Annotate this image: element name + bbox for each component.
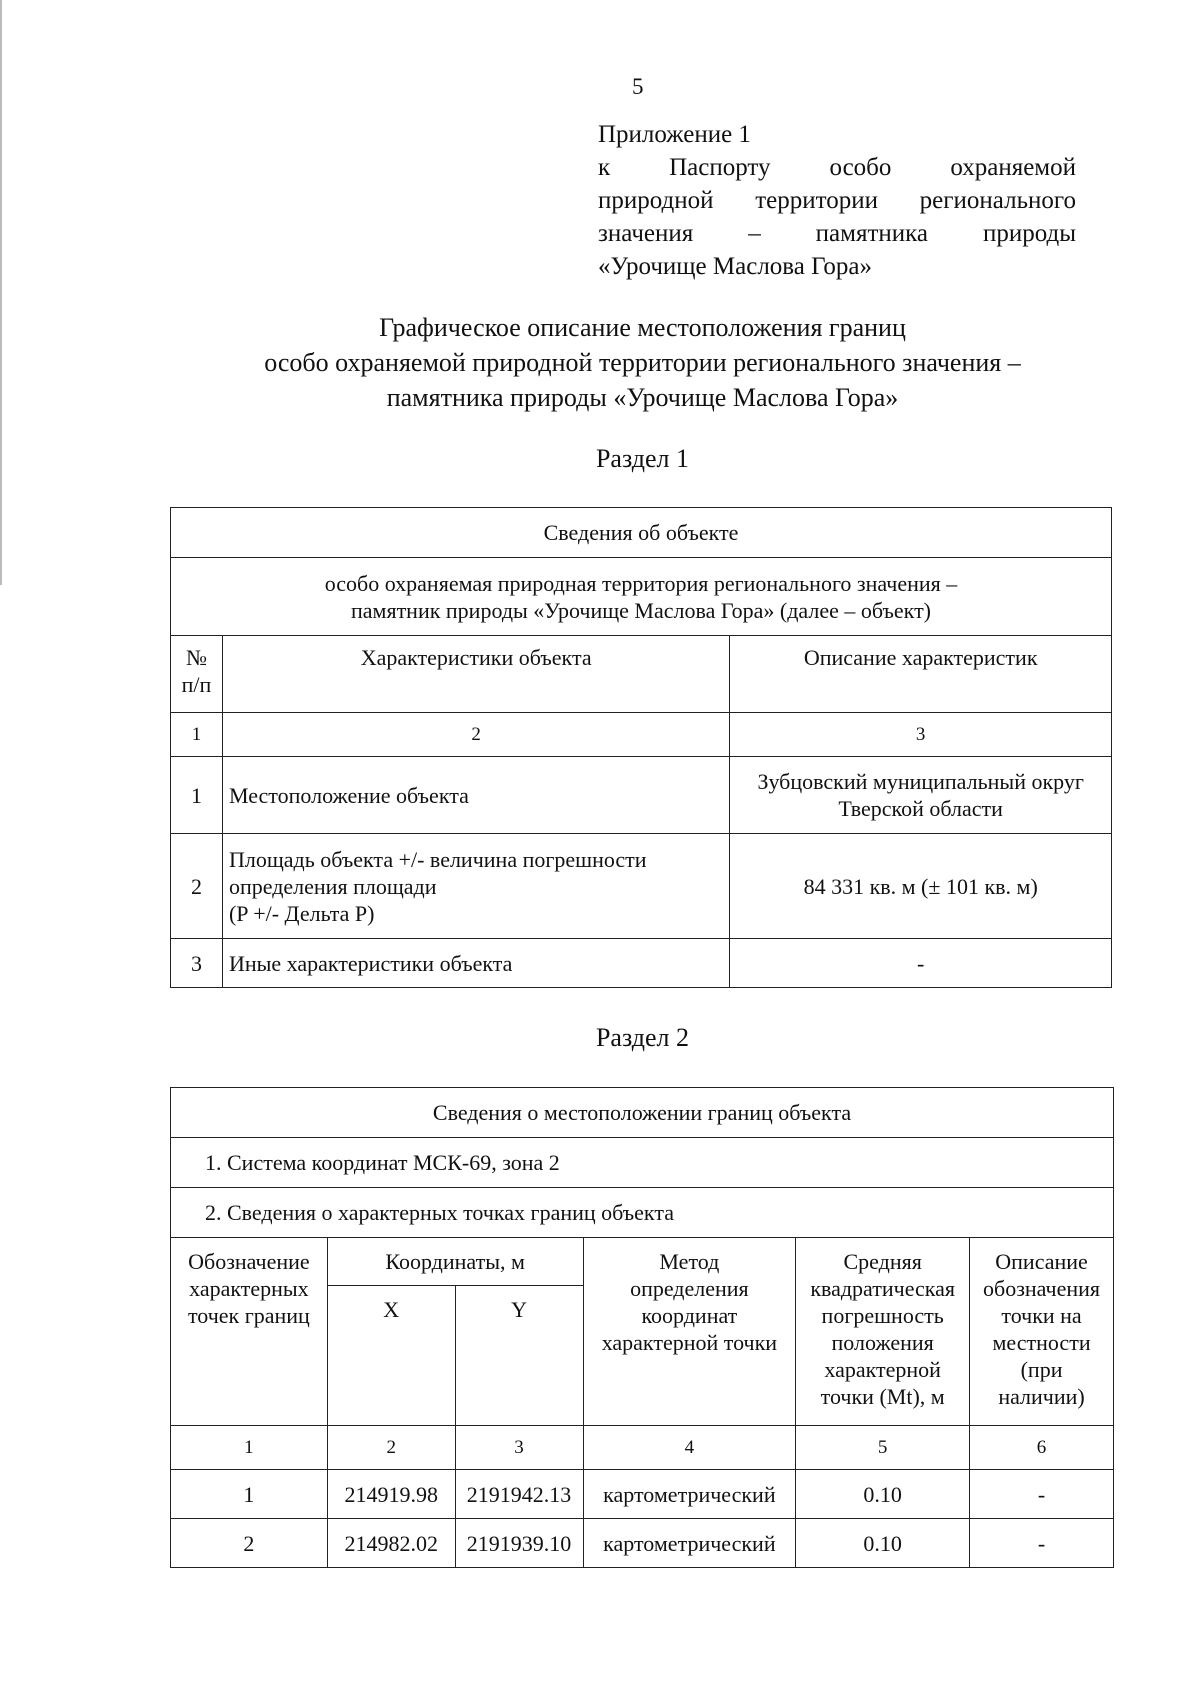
appendix-line: к Паспорту особо охраняемой [598, 154, 1076, 181]
section1-heading: Раздел 1 [595, 444, 690, 473]
row-num: 3 [171, 939, 223, 988]
cell-error: 0.10 [796, 1470, 970, 1519]
hdr-line: местности [992, 1330, 1091, 1355]
hdr-line: (при [1020, 1357, 1063, 1382]
hdr-line: определения [630, 1276, 749, 1301]
row-characteristic [222, 834, 729, 939]
row-description: 84 331 кв. м (± 101 кв. м) [730, 834, 1112, 939]
hdr-line: точки на [1001, 1303, 1082, 1328]
row-num: 1 [171, 757, 223, 834]
header-x: X [327, 1286, 455, 1426]
row-characteristic: Иные характеристики объекта [222, 939, 729, 988]
col-number: 2 [222, 713, 729, 757]
header-designation [171, 1238, 328, 1426]
object-line: памятник природы «Урочище Маслова Гора» (далее – объект) [350, 597, 932, 623]
hdr-line: характерных [189, 1276, 309, 1301]
title-line: памятника природы «Урочище Маслова Гора» [386, 383, 899, 412]
table-title: Сведения об объекте [171, 508, 1112, 558]
page-number: 5 [632, 74, 644, 99]
hdr-line: координат [641, 1303, 738, 1328]
hdr-line: наличии) [998, 1384, 1085, 1409]
appendix-line: природной территории регионального [598, 187, 1076, 214]
object-info-table [170, 507, 1112, 988]
col-number: 5 [796, 1426, 970, 1470]
hdr-line: положения [831, 1330, 934, 1355]
hdr-line: точек границ [187, 1303, 310, 1328]
appendix-block [598, 118, 1076, 283]
cell-point: 1 [171, 1470, 328, 1519]
table-row [171, 939, 1112, 988]
hdr-line: Описание [995, 1249, 1088, 1274]
hdr-line: точки (Mt), м [820, 1384, 945, 1409]
cell-method: картометрический [583, 1470, 796, 1519]
header-characteristics: Характеристики объекта [222, 636, 729, 713]
row-description: - [730, 939, 1112, 988]
hdr-line: Метод [659, 1249, 720, 1274]
header-error [796, 1238, 970, 1426]
hdr-line: обозначения [983, 1276, 1101, 1301]
title-line: Графическое описание местоположения границ [379, 313, 906, 342]
cell-method: картометрический [583, 1519, 796, 1568]
hdr-line: квадратическая [810, 1276, 956, 1301]
appendix-line: значения – памятника природы [598, 220, 1076, 247]
hdr-line: погрешность [821, 1303, 944, 1328]
cell-y: 2191942.13 [455, 1470, 583, 1519]
table-row [171, 1519, 1114, 1568]
hdr-line: характерной [824, 1357, 941, 1382]
section2-heading: Раздел 2 [595, 1023, 690, 1052]
appendix-line: Приложение 1 [598, 121, 751, 148]
cell-x: 214982.02 [327, 1519, 455, 1568]
cell-point: 2 [171, 1519, 328, 1568]
appendix-line: «Урочище Маслова Гора» [598, 253, 872, 280]
header-num [171, 636, 223, 713]
scan-edge-mark [0, 0, 2, 585]
col-number: 1 [171, 713, 223, 757]
header-num-line: п/п [181, 672, 212, 697]
table-title: Сведения о местоположении границ объекта [171, 1088, 1114, 1138]
title-line: особо охраняемой природной территории регионального значения – [264, 348, 1021, 377]
col-number: 3 [455, 1426, 583, 1470]
desc-line: Тверской области [838, 796, 1003, 821]
header-method [583, 1238, 796, 1426]
document-title [170, 310, 1115, 415]
desc-line: Зубцовский муниципальный округ [757, 769, 1084, 794]
hdr-line: Обозначение [188, 1249, 310, 1274]
row-characteristic: Местоположение объекта [222, 757, 729, 834]
col-number: 1 [171, 1426, 328, 1470]
points-title: 2. Сведения о характерных точках границ объекта [171, 1188, 1114, 1238]
char-line: Площадь объекта +/- величина погрешности [228, 846, 647, 872]
cell-description: - [970, 1470, 1114, 1519]
col-number: 2 [327, 1426, 455, 1470]
header-coords: Координаты, м [327, 1238, 583, 1286]
char-line: определения площади [228, 873, 437, 899]
header-num-line: № [185, 645, 207, 670]
header-point-description [970, 1238, 1114, 1426]
cell-x: 214919.98 [327, 1470, 455, 1519]
col-number: 6 [970, 1426, 1114, 1470]
object-line: особо охраняемая природная территория регионального значения – [324, 570, 958, 596]
table-row [171, 1470, 1114, 1519]
header-description: Описание характеристик [730, 636, 1112, 713]
header-y: Y [455, 1286, 583, 1426]
char-line: (P +/- Дельта P) [228, 900, 375, 926]
row-num: 2 [171, 834, 223, 939]
col-number: 4 [583, 1426, 796, 1470]
cell-description: - [970, 1519, 1114, 1568]
object-name-cell [171, 558, 1112, 636]
table-row [171, 757, 1112, 834]
cell-error: 0.10 [796, 1519, 970, 1568]
coord-system: 1. Система координат МСК-69, зона 2 [171, 1138, 1114, 1188]
col-number: 3 [730, 713, 1112, 757]
cell-y: 2191939.10 [455, 1519, 583, 1568]
hdr-line: Средняя [843, 1249, 922, 1274]
row-description [730, 757, 1112, 834]
hdr-line: характерной точки [601, 1330, 778, 1355]
table-row [171, 834, 1112, 939]
boundary-points-table [170, 1087, 1114, 1568]
